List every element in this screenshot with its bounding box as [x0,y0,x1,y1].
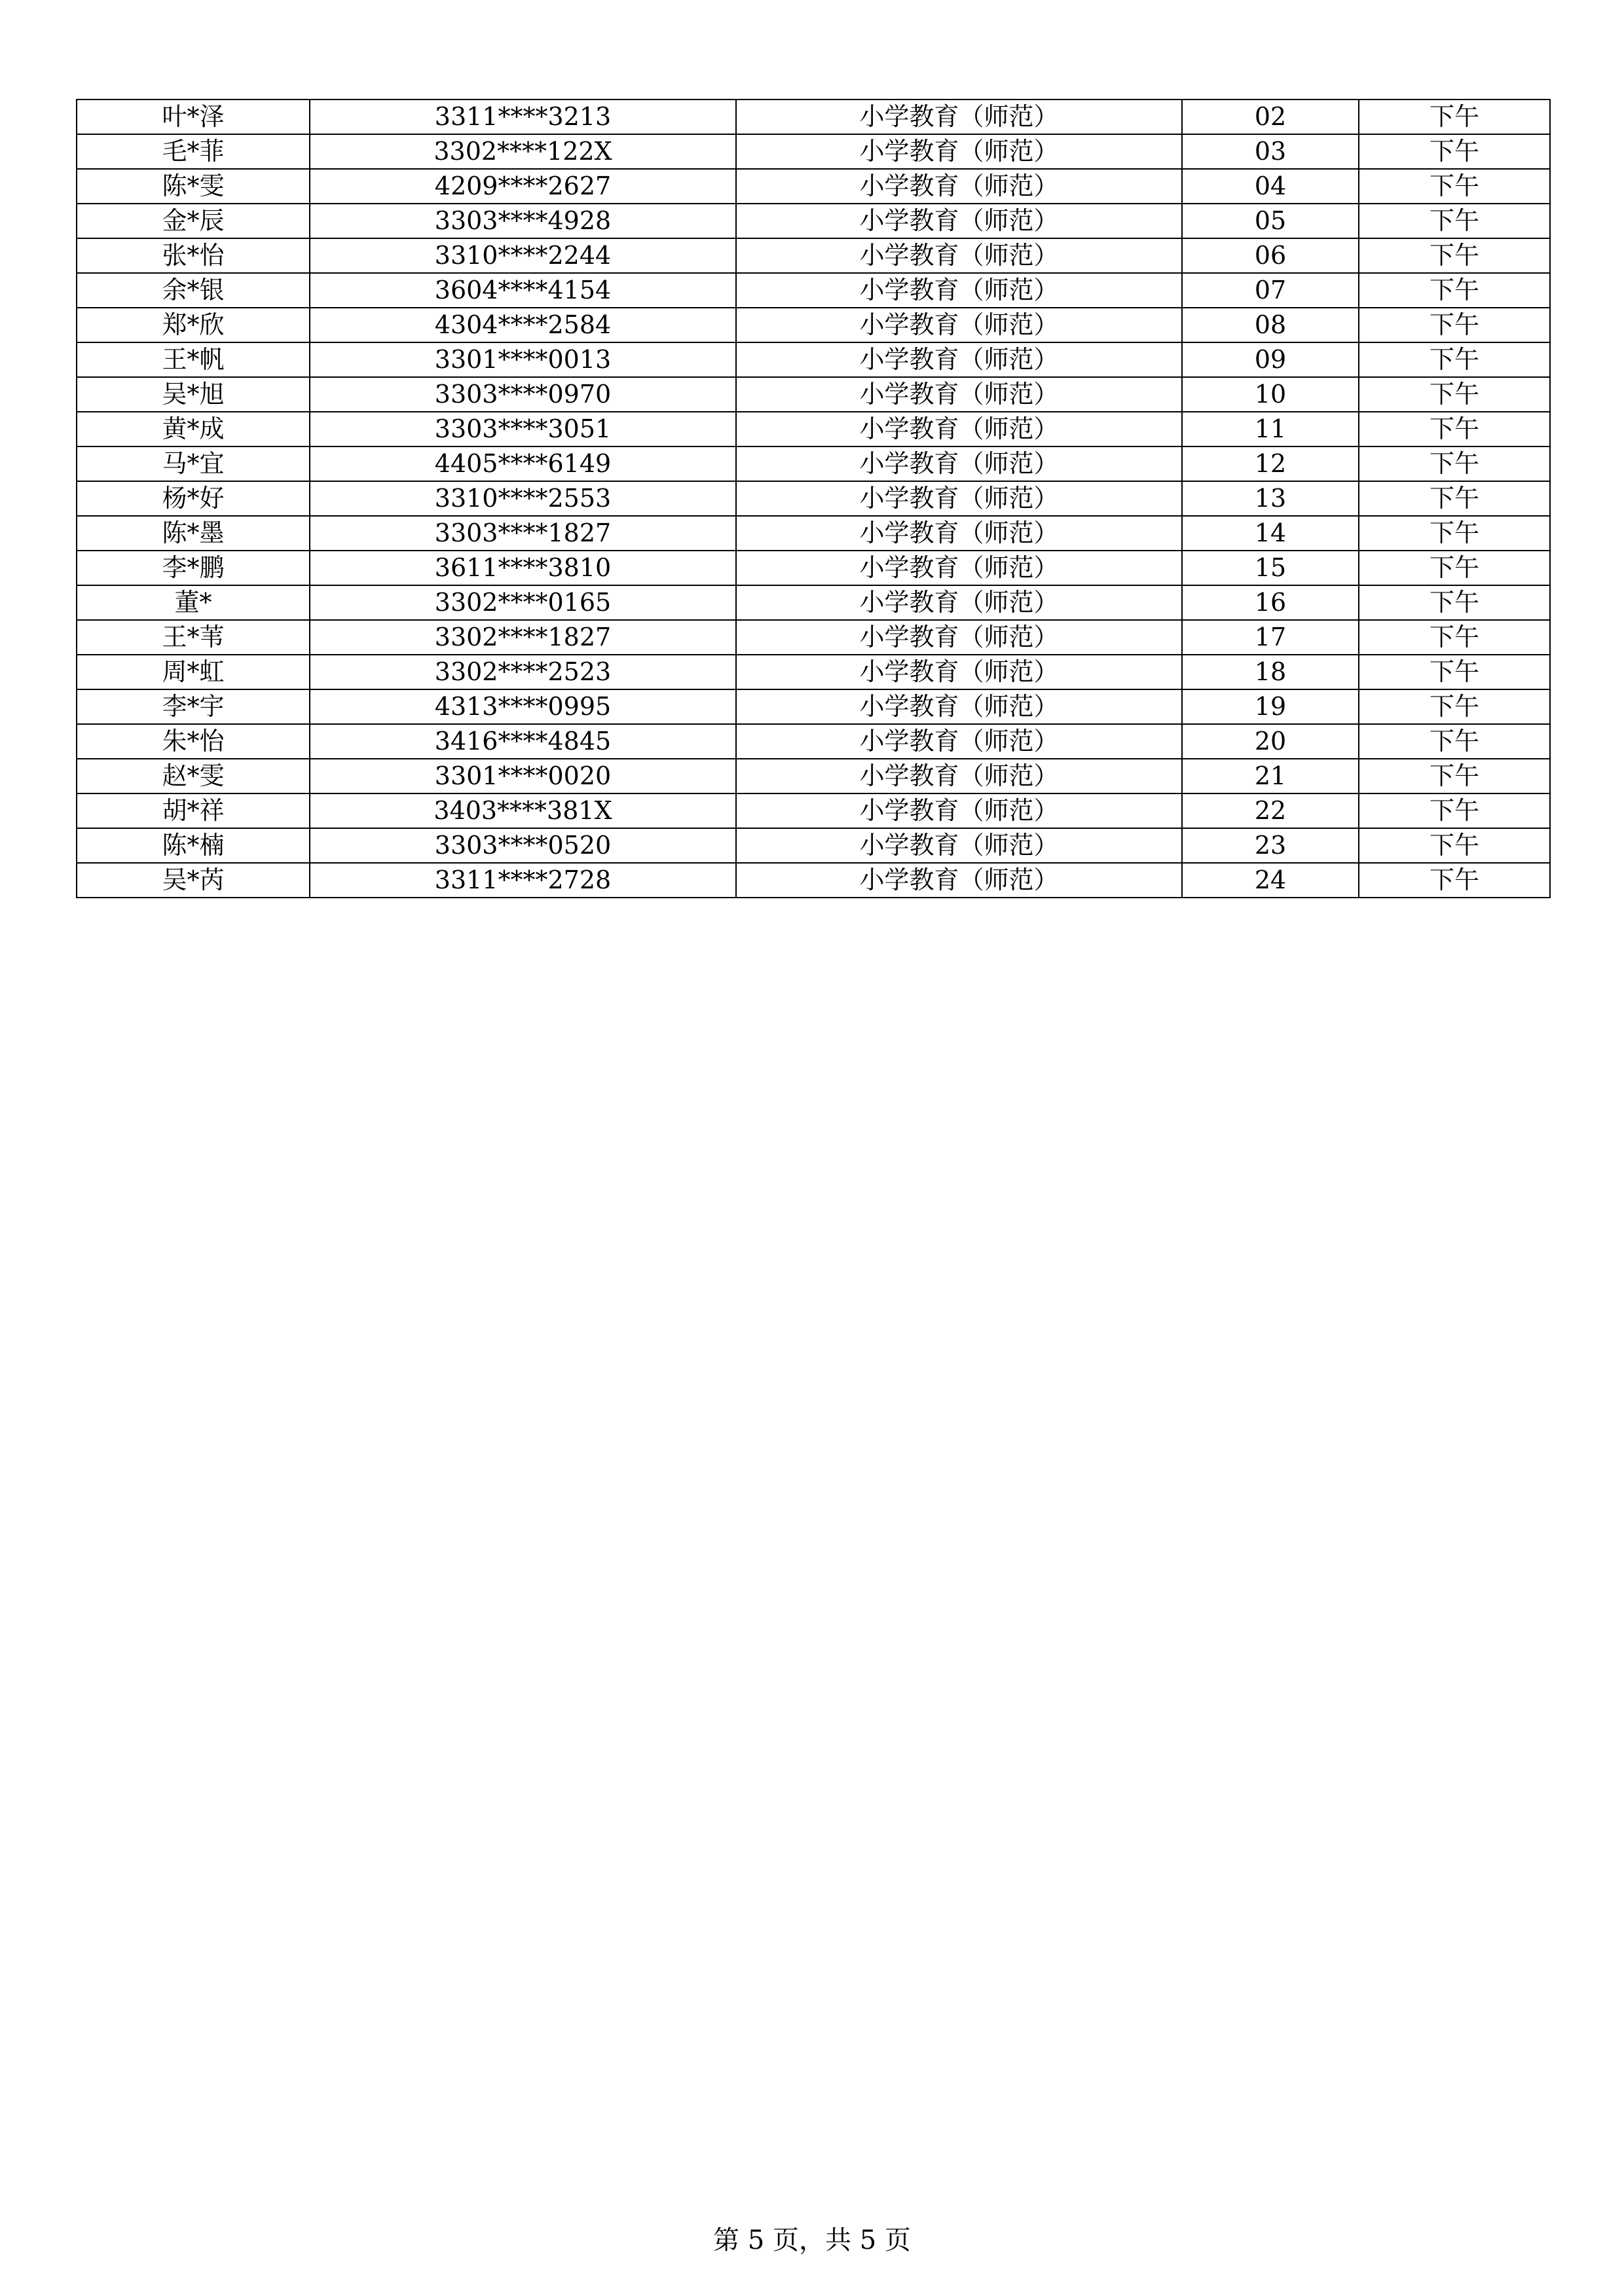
session-cell: 下午 [1359,689,1550,724]
id-number-cell: 3302****122X [310,134,736,169]
table-row [77,828,1550,863]
table-row [77,377,1550,412]
session-cell: 下午 [1359,759,1550,793]
roster-body [77,100,1550,898]
name-cell: 余*银 [77,273,310,308]
session-cell: 下午 [1359,446,1550,481]
session-cell: 下午 [1359,724,1550,759]
table-row [77,446,1550,481]
table-row [77,481,1550,516]
id-number-cell: 3311****2728 [310,863,736,898]
id-number-cell: 4313****0995 [310,689,736,724]
table-row [77,863,1550,898]
sequence-number-cell: 02 [1182,100,1359,134]
session-cell: 下午 [1359,273,1550,308]
sequence-number-cell: 19 [1182,689,1359,724]
sequence-number-cell: 05 [1182,204,1359,238]
name-cell: 张*怡 [77,238,310,273]
roster-table [76,99,1551,898]
sequence-number-cell: 04 [1182,169,1359,204]
major-cell: 小学教育（师范） [736,724,1182,759]
sequence-number-cell: 06 [1182,238,1359,273]
table-row [77,273,1550,308]
session-cell: 下午 [1359,412,1550,446]
table-row [77,759,1550,793]
table-row [77,551,1550,585]
table-row [77,238,1550,273]
table-row [77,620,1550,655]
id-number-cell: 3311****3213 [310,100,736,134]
session-cell: 下午 [1359,377,1550,412]
name-cell: 毛*菲 [77,134,310,169]
name-cell: 黄*成 [77,412,310,446]
name-cell: 朱*怡 [77,724,310,759]
table-row [77,793,1550,828]
session-cell: 下午 [1359,516,1550,551]
table-row [77,412,1550,446]
name-cell: 王*帆 [77,342,310,377]
sequence-number-cell: 16 [1182,585,1359,620]
name-cell: 李*宇 [77,689,310,724]
session-cell: 下午 [1359,238,1550,273]
table-row [77,134,1550,169]
id-number-cell: 3301****0020 [310,759,736,793]
major-cell: 小学教育（师范） [736,793,1182,828]
session-cell: 下午 [1359,793,1550,828]
session-cell: 下午 [1359,863,1550,898]
table-row [77,169,1550,204]
sequence-number-cell: 15 [1182,551,1359,585]
major-cell: 小学教育（师范） [736,412,1182,446]
major-cell: 小学教育（师范） [736,342,1182,377]
table-row [77,724,1550,759]
major-cell: 小学教育（师范） [736,689,1182,724]
table-row [77,655,1550,689]
sequence-number-cell: 09 [1182,342,1359,377]
major-cell: 小学教育（师范） [736,759,1182,793]
table-row [77,585,1550,620]
sequence-number-cell: 23 [1182,828,1359,863]
major-cell: 小学教育（师范） [736,551,1182,585]
name-cell: 赵*雯 [77,759,310,793]
major-cell: 小学教育（师范） [736,377,1182,412]
session-cell: 下午 [1359,620,1550,655]
session-cell: 下午 [1359,655,1550,689]
major-cell: 小学教育（师范） [736,446,1182,481]
id-number-cell: 4405****6149 [310,446,736,481]
name-cell: 吴*旭 [77,377,310,412]
id-number-cell: 3302****2523 [310,655,736,689]
id-number-cell: 3303****1827 [310,516,736,551]
id-number-cell: 3310****2553 [310,481,736,516]
id-number-cell: 4304****2584 [310,308,736,342]
session-cell: 下午 [1359,169,1550,204]
major-cell: 小学教育（师范） [736,273,1182,308]
name-cell: 王*苇 [77,620,310,655]
sequence-number-cell: 03 [1182,134,1359,169]
table-row [77,204,1550,238]
major-cell: 小学教育（师范） [736,169,1182,204]
name-cell: 陈*楠 [77,828,310,863]
major-cell: 小学教育（师范） [736,516,1182,551]
id-number-cell: 3611****3810 [310,551,736,585]
name-cell: 吴*芮 [77,863,310,898]
name-cell: 董* [77,585,310,620]
id-number-cell: 3604****4154 [310,273,736,308]
session-cell: 下午 [1359,308,1550,342]
table-row [77,100,1550,134]
name-cell: 周*虹 [77,655,310,689]
major-cell: 小学教育（师范） [736,828,1182,863]
session-cell: 下午 [1359,134,1550,169]
id-number-cell: 3303****4928 [310,204,736,238]
name-cell: 杨*好 [77,481,310,516]
major-cell: 小学教育（师范） [736,100,1182,134]
id-number-cell: 3303****0520 [310,828,736,863]
sequence-number-cell: 18 [1182,655,1359,689]
major-cell: 小学教育（师范） [736,863,1182,898]
major-cell: 小学教育（师范） [736,655,1182,689]
major-cell: 小学教育（师范） [736,481,1182,516]
name-cell: 叶*泽 [77,100,310,134]
sequence-number-cell: 17 [1182,620,1359,655]
sequence-number-cell: 14 [1182,516,1359,551]
session-cell: 下午 [1359,828,1550,863]
major-cell: 小学教育（师范） [736,204,1182,238]
major-cell: 小学教育（师范） [736,585,1182,620]
major-cell: 小学教育（师范） [736,238,1182,273]
name-cell: 陈*雯 [77,169,310,204]
id-number-cell: 3310****2244 [310,238,736,273]
sequence-number-cell: 12 [1182,446,1359,481]
name-cell: 李*鹏 [77,551,310,585]
sequence-number-cell: 24 [1182,863,1359,898]
id-number-cell: 3302****1827 [310,620,736,655]
table-row [77,689,1550,724]
sequence-number-cell: 20 [1182,724,1359,759]
name-cell: 马*宜 [77,446,310,481]
session-cell: 下午 [1359,342,1550,377]
id-number-cell: 3416****4845 [310,724,736,759]
id-number-cell: 3403****381X [310,793,736,828]
name-cell: 郑*欣 [77,308,310,342]
session-cell: 下午 [1359,551,1550,585]
table-row [77,342,1550,377]
major-cell: 小学教育（师范） [736,134,1182,169]
sequence-number-cell: 10 [1182,377,1359,412]
table-row [77,516,1550,551]
sequence-number-cell: 08 [1182,308,1359,342]
name-cell: 金*辰 [77,204,310,238]
sequence-number-cell: 13 [1182,481,1359,516]
id-number-cell: 3301****0013 [310,342,736,377]
major-cell: 小学教育（师范） [736,620,1182,655]
session-cell: 下午 [1359,585,1550,620]
session-cell: 下午 [1359,481,1550,516]
id-number-cell: 3303****3051 [310,412,736,446]
page-footer: 第 5 页，共 5 页 [713,2225,911,2255]
id-number-cell: 4209****2627 [310,169,736,204]
sequence-number-cell: 21 [1182,759,1359,793]
session-cell: 下午 [1359,204,1550,238]
sequence-number-cell: 11 [1182,412,1359,446]
name-cell: 陈*墨 [77,516,310,551]
sequence-number-cell: 22 [1182,793,1359,828]
sequence-number-cell: 07 [1182,273,1359,308]
name-cell: 胡*祥 [77,793,310,828]
id-number-cell: 3303****0970 [310,377,736,412]
table-row [77,308,1550,342]
id-number-cell: 3302****0165 [310,585,736,620]
major-cell: 小学教育（师范） [736,308,1182,342]
session-cell: 下午 [1359,100,1550,134]
